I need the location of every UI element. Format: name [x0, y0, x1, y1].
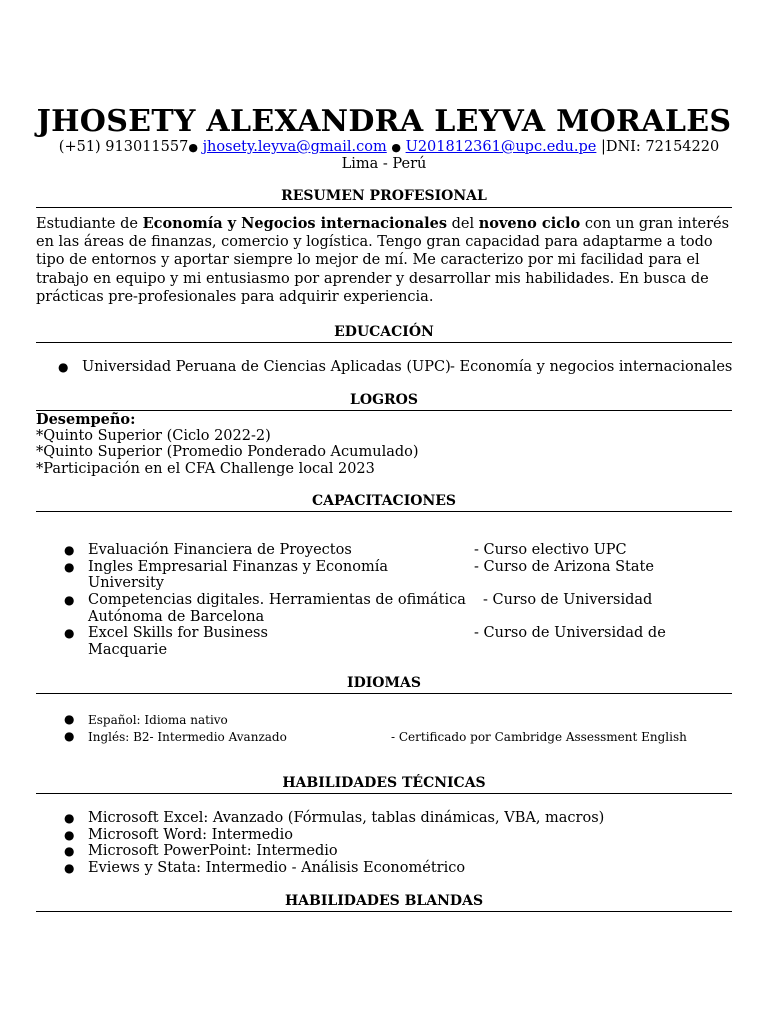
training-title: Excel Skills for Business — [88, 625, 268, 641]
bullet-icon: ● — [64, 626, 75, 640]
contact-line — [0, 139, 768, 156]
email-link-university[interactable]: U201812361@upc.edu.pe — [405, 139, 597, 155]
bullet-icon: ● — [64, 844, 75, 858]
bullet-icon: ● — [58, 360, 69, 374]
bullet-icon: ● — [64, 729, 75, 743]
section-heading-resumen: RESUMEN PROFESIONAL — [281, 188, 487, 204]
candidate-name: JHOSETY ALEXANDRA LEYVA MORALES — [36, 104, 732, 139]
skill-item: Eviews y Stata: Intermedio - Análisis Econométrico — [88, 860, 466, 876]
education-institution: Universidad Peruana de Ciencias Aplicadas (UPC) — [82, 359, 451, 375]
logro-item: *Quinto Superior (Ciclo 2022-2) — [36, 428, 271, 444]
phone-number: (+51) 913011557 — [58, 139, 189, 155]
resumen-text-1: Estudiante de — [36, 216, 143, 232]
training-title: Ingles Empresarial Finanzas y Economía — [88, 559, 388, 575]
skill-item: Microsoft Word: Intermedio — [88, 827, 293, 843]
education-program: - Economía y negocios internacionales — [450, 359, 733, 375]
section-divider — [36, 207, 732, 208]
logro-item: *Quinto Superior (Promedio Ponderado Acumulado) — [36, 444, 419, 460]
language-item: Español: Idioma nativo — [88, 713, 228, 727]
bullet-icon: ● — [64, 560, 75, 574]
training-provider-continued: Macquarie — [88, 642, 168, 658]
resumen-text-2: del — [447, 216, 479, 232]
training-provider: - Curso de Universidad de — [474, 625, 666, 641]
bullet-icon: ● — [64, 861, 75, 875]
bullet-icon: ● — [64, 593, 75, 607]
language-certificate: - Certificado por Cambridge Assessment English — [391, 730, 687, 744]
language-item: Inglés: B2- Intermedio Avanzado — [88, 730, 287, 744]
logros-subheading: Desempeño: — [36, 411, 136, 428]
section-divider — [36, 342, 732, 343]
bullet-icon: ● — [64, 828, 75, 842]
training-provider: - Curso de Universidad — [483, 592, 653, 608]
resumen-bold-cycle: noveno ciclo — [478, 215, 581, 232]
section-divider — [36, 410, 732, 411]
resumen-text-3: con un gran interés en las áreas de finanzas, comercio y logística. Tengo gran capacidad para adaptarme a todo tipo de entornos y aportar siempre lo mejor de mí. Me caracterizo por mi facilidad para el trabajo en equipo y mi entusiasmo por aprender y desarrollar mis habilidades. En busca de prácticas pre-profesionales para adquirir experiencia. — [36, 216, 730, 305]
section-heading-tecnicas: HABILIDADES TÉCNICAS — [282, 775, 486, 791]
email-link-personal[interactable]: jhosety.leyva@gmail.com — [202, 139, 387, 155]
resumen-paragraph — [36, 215, 736, 306]
bullet-icon: ● — [64, 811, 75, 825]
section-divider — [36, 793, 732, 794]
section-divider — [36, 911, 732, 912]
bullet-icon: ● — [64, 712, 75, 726]
location-text: Lima - Perú — [341, 156, 427, 172]
section-heading-idiomas: IDIOMAS — [347, 675, 421, 691]
section-divider — [36, 511, 732, 512]
training-provider: - Curso de Arizona State — [474, 559, 654, 575]
training-provider: - Curso electivo UPC — [474, 542, 627, 558]
section-heading-logros: LOGROS — [350, 392, 418, 408]
dni-text: |DNI: 72154220 — [600, 139, 720, 155]
logro-item: *Participación en el CFA Challenge local 2023 — [36, 461, 375, 477]
resumen-bold-career: Economía y Negocios internacionales — [142, 215, 448, 232]
bullet-dot-icon: ● — [188, 141, 198, 154]
bullet-dot-icon: ● — [391, 141, 401, 154]
section-heading-educacion: EDUCACIÓN — [334, 324, 434, 340]
section-divider — [36, 693, 732, 694]
section-heading-capacitaciones: CAPACITACIONES — [311, 493, 457, 509]
training-provider-continued: Autónoma de Barcelona — [88, 609, 265, 625]
training-provider-continued: University — [88, 575, 164, 591]
skill-item: Microsoft PowerPoint: Intermedio — [88, 843, 338, 859]
training-title: Evaluación Financiera de Proyectos — [88, 542, 352, 558]
skill-item: Microsoft Excel: Avanzado (Fórmulas, tablas dinámicas, VBA, macros) — [88, 810, 605, 826]
section-heading-blandas: HABILIDADES BLANDAS — [284, 893, 484, 909]
training-title: Competencias digitales. Herramientas de ofimática — [88, 592, 466, 608]
bullet-icon: ● — [64, 543, 75, 557]
